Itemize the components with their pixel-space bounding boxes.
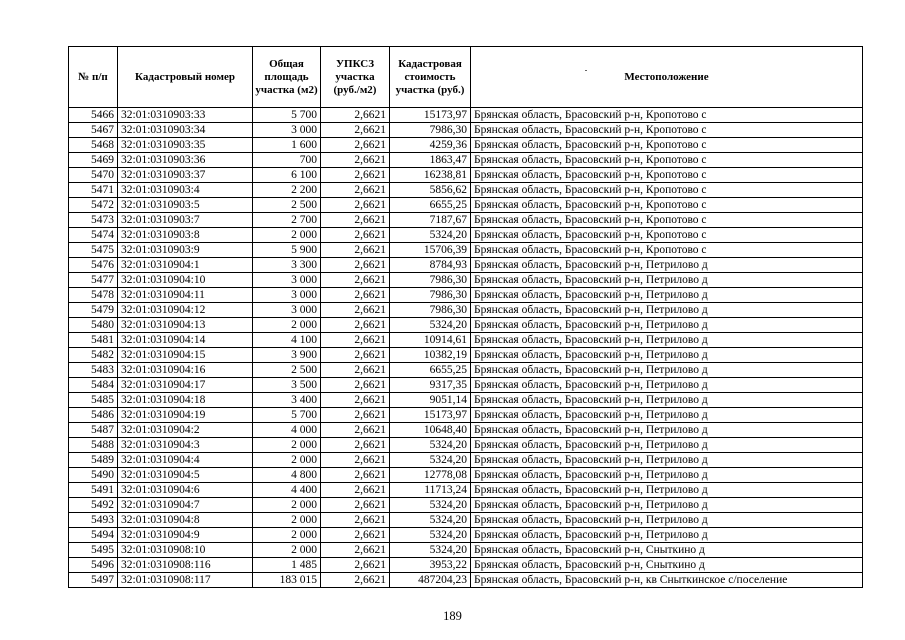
- table-row: [69, 468, 863, 483]
- table-row: [69, 153, 863, 168]
- cell-num: 5482: [69, 348, 118, 363]
- cell-rate: 2,6621: [321, 558, 390, 573]
- cell-cadastral-number: 32:01:0310908:117: [118, 573, 253, 588]
- cell-cadastral-number: 32:01:0310903:4: [118, 183, 253, 198]
- cell-cadastral-value: 15706,39: [390, 243, 471, 258]
- cell-cadastral-value: 5324,20: [390, 318, 471, 333]
- cell-location: Брянская область, Брасовский р-н, Сныткино д: [471, 543, 863, 558]
- cell-location: Брянская область, Брасовский р-н, Петрилово д: [471, 423, 863, 438]
- cell-area: 3 300: [253, 258, 321, 273]
- cell-area: 3 500: [253, 378, 321, 393]
- cell-location: Брянская область, Брасовский р-н, Кропотово с: [471, 108, 863, 123]
- cell-cadastral-number: 32:01:0310904:1: [118, 258, 253, 273]
- cell-num: 5484: [69, 378, 118, 393]
- cell-num: 5476: [69, 258, 118, 273]
- cell-num: 5494: [69, 528, 118, 543]
- cell-cadastral-number: 32:01:0310903:36: [118, 153, 253, 168]
- cell-num: 5475: [69, 243, 118, 258]
- cell-num: 5480: [69, 318, 118, 333]
- table-row: [69, 288, 863, 303]
- cell-area: 3 400: [253, 393, 321, 408]
- cell-area: 2 000: [253, 228, 321, 243]
- cell-location: Брянская область, Брасовский р-н, кв Сныткинское с/поселение: [471, 573, 863, 588]
- cell-num: 5467: [69, 123, 118, 138]
- cell-cadastral-value: 15173,97: [390, 108, 471, 123]
- cell-cadastral-number: 32:01:0310904:6: [118, 483, 253, 498]
- cell-num: 5490: [69, 468, 118, 483]
- cell-rate: 2,6621: [321, 258, 390, 273]
- cell-num: 5479: [69, 303, 118, 318]
- cell-cadastral-number: 32:01:0310903:34: [118, 123, 253, 138]
- cell-location: Брянская область, Брасовский р-н, Петрилово д: [471, 468, 863, 483]
- cell-cadastral-number: 32:01:0310904:14: [118, 333, 253, 348]
- cell-location: Брянская область, Брасовский р-н, Петрилово д: [471, 288, 863, 303]
- cell-cadastral-number: 32:01:0310903:37: [118, 168, 253, 183]
- cell-cadastral-value: 6655,25: [390, 198, 471, 213]
- header-row: [69, 47, 863, 108]
- cell-num: 5496: [69, 558, 118, 573]
- cell-area: 6 100: [253, 168, 321, 183]
- cell-area: 2 000: [253, 438, 321, 453]
- cell-rate: 2,6621: [321, 498, 390, 513]
- cell-location: Брянская область, Брасовский р-н, Кропотово с: [471, 183, 863, 198]
- cell-rate: 2,6621: [321, 453, 390, 468]
- cell-location: Брянская область, Брасовский р-н, Кропотово с: [471, 213, 863, 228]
- table-row: [69, 393, 863, 408]
- cell-area: 2 700: [253, 213, 321, 228]
- cell-cadastral-number: 32:01:0310908:10: [118, 543, 253, 558]
- cell-location: Брянская область, Брасовский р-н, Петрилово д: [471, 528, 863, 543]
- cell-num: 5468: [69, 138, 118, 153]
- cell-rate: 2,6621: [321, 378, 390, 393]
- cell-cadastral-value: 6655,25: [390, 363, 471, 378]
- cell-cadastral-number: 32:01:0310904:10: [118, 273, 253, 288]
- cell-location: Брянская область, Брасовский р-н, Кропотово с: [471, 243, 863, 258]
- cell-location: Брянская область, Брасовский р-н, Петрилово д: [471, 378, 863, 393]
- cell-num: 5489: [69, 453, 118, 468]
- cell-cadastral-value: 12778,08: [390, 468, 471, 483]
- cell-cadastral-value: 5324,20: [390, 513, 471, 528]
- cell-area: 2 000: [253, 543, 321, 558]
- cell-cadastral-value: 7986,30: [390, 273, 471, 288]
- cell-cadastral-value: 11713,24: [390, 483, 471, 498]
- table-row: [69, 258, 863, 273]
- cell-location: Брянская область, Брасовский р-н, Петрилово д: [471, 258, 863, 273]
- cell-rate: 2,6621: [321, 153, 390, 168]
- cell-location: Брянская область, Брасовский р-н, Кропотово с: [471, 138, 863, 153]
- table-row: [69, 228, 863, 243]
- table-row: [69, 213, 863, 228]
- cadastral-registry-table: [68, 46, 863, 588]
- table-row: [69, 408, 863, 423]
- cell-cadastral-value: 8784,93: [390, 258, 471, 273]
- cell-area: 700: [253, 153, 321, 168]
- cell-cadastral-number: 32:01:0310908:116: [118, 558, 253, 573]
- cell-cadastral-value: 9051,14: [390, 393, 471, 408]
- cell-num: 5497: [69, 573, 118, 588]
- cell-num: 5469: [69, 153, 118, 168]
- cell-rate: 2,6621: [321, 318, 390, 333]
- cell-cadastral-value: 5324,20: [390, 228, 471, 243]
- cell-location: Брянская область, Брасовский р-н, Кропотово с: [471, 228, 863, 243]
- cell-cadastral-value: 4259,36: [390, 138, 471, 153]
- table-row: [69, 558, 863, 573]
- cell-rate: 2,6621: [321, 228, 390, 243]
- table-row: [69, 438, 863, 453]
- cell-area: 5 700: [253, 108, 321, 123]
- cell-cadastral-number: 32:01:0310904:17: [118, 378, 253, 393]
- cell-area: 2 500: [253, 198, 321, 213]
- table-row: [69, 483, 863, 498]
- cell-num: 5471: [69, 183, 118, 198]
- cell-cadastral-number: 32:01:0310903:9: [118, 243, 253, 258]
- cell-cadastral-value: 7986,30: [390, 303, 471, 318]
- cell-area: 3 900: [253, 348, 321, 363]
- cell-area: 183 015: [253, 573, 321, 588]
- cell-rate: 2,6621: [321, 288, 390, 303]
- cell-location: Брянская область, Брасовский р-н, Петрилово д: [471, 483, 863, 498]
- cell-cadastral-number: 32:01:0310904:5: [118, 468, 253, 483]
- cell-rate: 2,6621: [321, 198, 390, 213]
- cell-location: Брянская область, Брасовский р-н, Петрилово д: [471, 513, 863, 528]
- cell-area: 3 000: [253, 273, 321, 288]
- cell-area: 2 000: [253, 318, 321, 333]
- cell-cadastral-number: 32:01:0310904:7: [118, 498, 253, 513]
- cell-area: 4 400: [253, 483, 321, 498]
- cell-rate: 2,6621: [321, 408, 390, 423]
- table-row: [69, 378, 863, 393]
- cell-rate: 2,6621: [321, 363, 390, 378]
- table-row: [69, 273, 863, 288]
- table-row: [69, 108, 863, 123]
- table-row: [69, 513, 863, 528]
- page-number: 189: [443, 609, 462, 623]
- cell-cadastral-number: 32:01:0310904:18: [118, 393, 253, 408]
- table-row: [69, 453, 863, 468]
- cell-rate: 2,6621: [321, 168, 390, 183]
- cell-rate: 2,6621: [321, 108, 390, 123]
- cell-rate: 2,6621: [321, 423, 390, 438]
- cell-location: Брянская область, Брасовский р-н, Кропотово с: [471, 168, 863, 183]
- cell-location: Брянская область, Брасовский р-н, Петрилово д: [471, 498, 863, 513]
- cell-location: Брянская область, Брасовский р-н, Петрилово д: [471, 273, 863, 288]
- cell-area: 3 000: [253, 288, 321, 303]
- cell-cadastral-value: 9317,35: [390, 378, 471, 393]
- table-row: [69, 138, 863, 153]
- cell-num: 5477: [69, 273, 118, 288]
- cell-cadastral-number: 32:01:0310904:2: [118, 423, 253, 438]
- cell-cadastral-value: 5324,20: [390, 453, 471, 468]
- table-row: [69, 333, 863, 348]
- cell-cadastral-number: 32:01:0310904:13: [118, 318, 253, 333]
- cell-cadastral-value: 16238,81: [390, 168, 471, 183]
- cell-rate: 2,6621: [321, 123, 390, 138]
- cell-area: 1 600: [253, 138, 321, 153]
- cell-cadastral-value: 7187,67: [390, 213, 471, 228]
- cell-cadastral-value: 3953,22: [390, 558, 471, 573]
- cell-rate: 2,6621: [321, 438, 390, 453]
- cell-cadastral-number: 32:01:0310903:33: [118, 108, 253, 123]
- header-cadastral-value: Кадастровая стоимость участка (руб.): [390, 47, 471, 108]
- cell-area: 4 100: [253, 333, 321, 348]
- cell-cadastral-number: 32:01:0310904:8: [118, 513, 253, 528]
- cell-area: 2 200: [253, 183, 321, 198]
- cell-rate: 2,6621: [321, 333, 390, 348]
- cell-area: 5 700: [253, 408, 321, 423]
- cell-area: 2 000: [253, 498, 321, 513]
- cell-area: 2 000: [253, 513, 321, 528]
- header-location: Местоположение: [471, 47, 863, 108]
- cell-cadastral-value: 7986,30: [390, 123, 471, 138]
- table-row: [69, 303, 863, 318]
- cell-num: 5495: [69, 543, 118, 558]
- cell-cadastral-value: 10914,61: [390, 333, 471, 348]
- table-row: [69, 168, 863, 183]
- cell-rate: 2,6621: [321, 243, 390, 258]
- cell-cadastral-value: 5324,20: [390, 528, 471, 543]
- cell-location: Брянская область, Брасовский р-н, Кропотово с: [471, 123, 863, 138]
- cell-cadastral-value: 7986,30: [390, 288, 471, 303]
- cell-area: 1 485: [253, 558, 321, 573]
- cell-location: Брянская область, Брасовский р-н, Петрилово д: [471, 408, 863, 423]
- header-rate: УПКСЗ участка (руб./м2): [321, 47, 390, 108]
- header-area: Общая площадь участка (м2): [253, 47, 321, 108]
- cell-cadastral-number: 32:01:0310904:19: [118, 408, 253, 423]
- header-num: № п/п: [69, 47, 118, 108]
- cell-area: 4 800: [253, 468, 321, 483]
- cell-area: 3 000: [253, 303, 321, 318]
- cell-location: Брянская область, Брасовский р-н, Петрилово д: [471, 333, 863, 348]
- table-row: [69, 573, 863, 588]
- cell-cadastral-number: 32:01:0310904:9: [118, 528, 253, 543]
- cell-num: 5472: [69, 198, 118, 213]
- table-row: [69, 543, 863, 558]
- cell-area: 2 000: [253, 528, 321, 543]
- cell-cadastral-value: 5324,20: [390, 543, 471, 558]
- cell-location: Брянская область, Брасовский р-н, Петрилово д: [471, 453, 863, 468]
- cell-area: 2 000: [253, 453, 321, 468]
- cell-area: 2 500: [253, 363, 321, 378]
- table-row: [69, 363, 863, 378]
- cell-cadastral-number: 32:01:0310904:12: [118, 303, 253, 318]
- cell-num: 5486: [69, 408, 118, 423]
- cell-cadastral-number: 32:01:0310904:16: [118, 363, 253, 378]
- cell-num: 5478: [69, 288, 118, 303]
- cell-num: 5492: [69, 498, 118, 513]
- cell-cadastral-number: 32:01:0310903:7: [118, 213, 253, 228]
- cell-cadastral-value: 5856,62: [390, 183, 471, 198]
- cell-location: Брянская область, Брасовский р-н, Петрилово д: [471, 303, 863, 318]
- cell-location: Брянская область, Брасовский р-н, Петрилово д: [471, 318, 863, 333]
- cell-cadastral-number: 32:01:0310904:3: [118, 438, 253, 453]
- cell-location: Брянская область, Брасовский р-н, Петрилово д: [471, 363, 863, 378]
- table-row: [69, 528, 863, 543]
- cell-cadastral-number: 32:01:0310904:15: [118, 348, 253, 363]
- cell-num: 5493: [69, 513, 118, 528]
- table-row: [69, 498, 863, 513]
- cell-rate: 2,6621: [321, 393, 390, 408]
- cell-rate: 2,6621: [321, 513, 390, 528]
- table-body: [69, 108, 863, 588]
- cell-num: 5473: [69, 213, 118, 228]
- cell-location: Брянская область, Брасовский р-н, Петрилово д: [471, 438, 863, 453]
- cell-cadastral-number: 32:01:0310903:5: [118, 198, 253, 213]
- table-row: [69, 318, 863, 333]
- table-row: [69, 423, 863, 438]
- cell-rate: 2,6621: [321, 483, 390, 498]
- cell-location: Брянская область, Брасовский р-н, Кропотово с: [471, 198, 863, 213]
- cell-num: 5470: [69, 168, 118, 183]
- cell-num: 5488: [69, 438, 118, 453]
- table-row: [69, 123, 863, 138]
- table-row: [69, 243, 863, 258]
- cell-rate: 2,6621: [321, 543, 390, 558]
- cell-cadastral-value: 5324,20: [390, 498, 471, 513]
- cell-location: Брянская область, Брасовский р-н, Петрилово д: [471, 393, 863, 408]
- cell-rate: 2,6621: [321, 573, 390, 588]
- cell-location: Брянская область, Брасовский р-н, Сныткино д: [471, 558, 863, 573]
- cell-cadastral-value: 1863,47: [390, 153, 471, 168]
- cell-location: Брянская область, Брасовский р-н, Петрилово д: [471, 348, 863, 363]
- cell-cadastral-number: 32:01:0310904:11: [118, 288, 253, 303]
- cell-num: 5483: [69, 363, 118, 378]
- cell-rate: 2,6621: [321, 348, 390, 363]
- cell-area: 5 900: [253, 243, 321, 258]
- cell-num: 5487: [69, 423, 118, 438]
- cell-rate: 2,6621: [321, 528, 390, 543]
- cell-cadastral-value: 487204,23: [390, 573, 471, 588]
- cell-area: 3 000: [253, 123, 321, 138]
- cell-num: 5474: [69, 228, 118, 243]
- cell-num: 5481: [69, 333, 118, 348]
- cell-cadastral-number: 32:01:0310903:8: [118, 228, 253, 243]
- cell-rate: 2,6621: [321, 183, 390, 198]
- cell-rate: 2,6621: [321, 273, 390, 288]
- cell-area: 4 000: [253, 423, 321, 438]
- cell-cadastral-value: 10382,19: [390, 348, 471, 363]
- table-row: [69, 198, 863, 213]
- header-cadastral-number: Кадастровый номер: [118, 47, 253, 108]
- cell-cadastral-number: 32:01:0310903:35: [118, 138, 253, 153]
- table-row: [69, 348, 863, 363]
- cell-rate: 2,6621: [321, 303, 390, 318]
- cell-cadastral-number: 32:01:0310904:4: [118, 453, 253, 468]
- cell-rate: 2,6621: [321, 138, 390, 153]
- cell-location: Брянская область, Брасовский р-н, Кропотово с: [471, 153, 863, 168]
- cell-num: 5466: [69, 108, 118, 123]
- cell-num: 5491: [69, 483, 118, 498]
- cell-rate: 2,6621: [321, 213, 390, 228]
- cell-cadastral-value: 10648,40: [390, 423, 471, 438]
- cell-cadastral-value: 15173,97: [390, 408, 471, 423]
- cell-rate: 2,6621: [321, 468, 390, 483]
- cell-num: 5485: [69, 393, 118, 408]
- cell-cadastral-value: 5324,20: [390, 438, 471, 453]
- table-header: [69, 47, 863, 108]
- table-row: [69, 183, 863, 198]
